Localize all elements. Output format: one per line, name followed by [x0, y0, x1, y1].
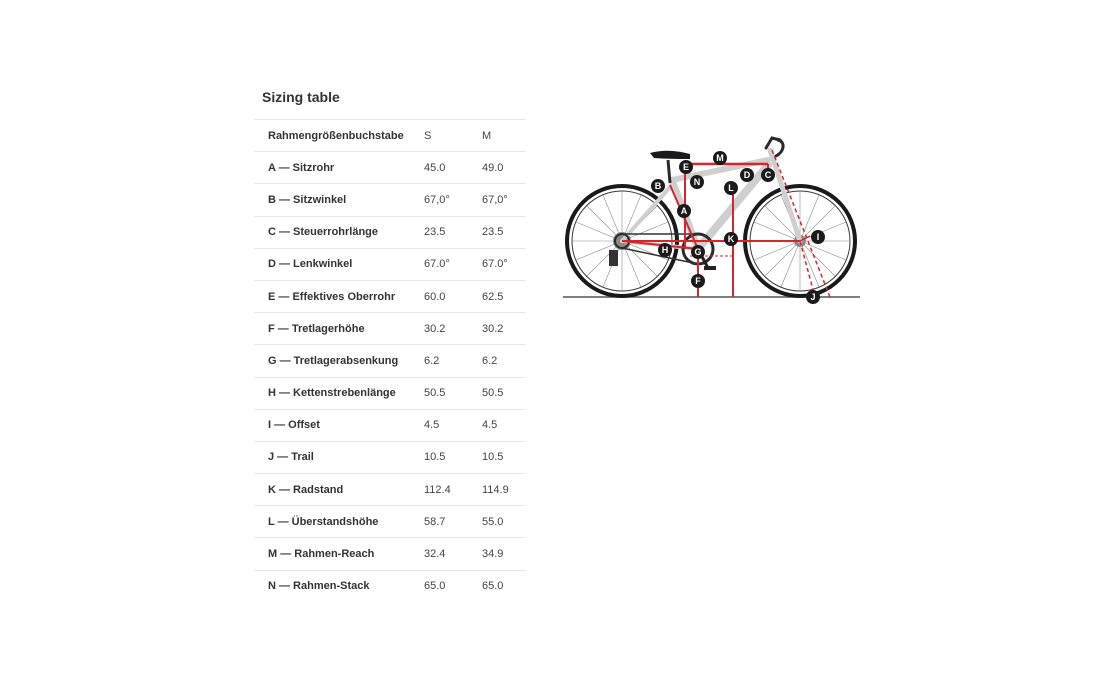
label-badge-c	[761, 168, 775, 182]
row-label: L — Überstandshöhe	[254, 506, 410, 538]
value-s: 4.5	[410, 409, 468, 441]
value-s: 65.0	[424, 580, 446, 593]
value-m: 114.9	[468, 474, 526, 506]
value-s: 112.4	[410, 474, 468, 506]
column-header-size-s: S	[410, 120, 468, 152]
value-s: 67.0°	[410, 248, 468, 280]
svg-text:C: C	[764, 170, 772, 180]
table-row	[254, 280, 526, 312]
row-label: J — Trail	[254, 441, 410, 473]
table-header-row	[254, 120, 526, 152]
svg-text:G: G	[694, 247, 702, 257]
value-m: 50.5	[468, 377, 526, 409]
svg-text:L: L	[728, 183, 734, 193]
svg-text:A: A	[680, 206, 688, 216]
svg-text:H: H	[661, 245, 669, 255]
table-row	[254, 409, 526, 441]
column-header-frame-size: Rahmengrößenbuchstabe	[254, 120, 410, 152]
value-m: 23.5	[468, 216, 526, 248]
sizing-table	[254, 119, 526, 602]
label-badge-f	[691, 274, 705, 288]
table-row	[254, 441, 526, 473]
svg-text:K: K	[727, 234, 735, 244]
table-row	[254, 152, 526, 184]
value-m: 49.0	[468, 152, 526, 184]
svg-text:I: I	[816, 232, 820, 242]
label-badge-a	[677, 204, 691, 218]
label-badge-j	[806, 290, 820, 304]
value-s: 45.0	[410, 152, 468, 184]
value-s: 60.0	[410, 280, 468, 312]
table-row	[254, 184, 526, 216]
table-row	[254, 538, 526, 570]
row-label: A — Sitzrohr	[254, 152, 410, 184]
row-label: C — Steuerrohrlänge	[254, 216, 410, 248]
table-row	[254, 474, 526, 506]
label-badge-l	[724, 181, 738, 195]
svg-text:N: N	[693, 177, 701, 187]
value-s: 58.7	[410, 506, 468, 538]
value-m: 6.2	[468, 345, 526, 377]
label-badge-e	[679, 160, 693, 174]
row-label: D — Lenkwinkel	[254, 248, 410, 280]
table-row	[254, 345, 526, 377]
label-badge-i	[811, 230, 825, 244]
row-label: N — Rahmen-Stack	[268, 580, 370, 593]
row-label: I — Offset	[254, 409, 410, 441]
label-badge-d	[740, 168, 754, 182]
row-label: F — Tretlagerhöhe	[254, 313, 410, 345]
label-badge-b	[651, 179, 665, 193]
table-row	[254, 313, 526, 345]
measurement-lines	[622, 150, 830, 297]
svg-text:E: E	[682, 162, 690, 172]
label-badge-n	[690, 175, 704, 189]
value-m: 30.2	[468, 313, 526, 345]
row-label: B — Sitzwinkel	[254, 184, 410, 216]
value-m: 67,0°	[468, 184, 526, 216]
value-s: 10.5	[410, 441, 468, 473]
row-label: G — Tretlagerabsenkung	[254, 345, 410, 377]
svg-text:F: F	[695, 276, 701, 286]
label-badge-m	[713, 151, 727, 165]
value-m: 4.5	[468, 409, 526, 441]
value-m: 62.5	[468, 280, 526, 312]
value-m: 55.0	[468, 506, 526, 538]
value-m: 65.0	[482, 580, 504, 593]
value-s: 32.4	[410, 538, 468, 570]
label-badge-k	[724, 232, 738, 246]
label-badge-g	[691, 245, 705, 259]
row-label: H — Kettenstrebenlänge	[254, 377, 410, 409]
value-s: 67,0°	[410, 184, 468, 216]
value-s: 6.2	[410, 345, 468, 377]
svg-text:M: M	[716, 153, 724, 163]
svg-text:D: D	[743, 170, 751, 180]
value-s: 50.5	[410, 377, 468, 409]
column-header-size-m: M	[468, 120, 526, 152]
value-m: 67.0°	[468, 248, 526, 280]
bike-geometry-diagram	[560, 130, 865, 310]
label-badge-h	[658, 243, 672, 257]
table-row	[254, 377, 526, 409]
svg-text:B: B	[654, 181, 662, 191]
table-row	[254, 506, 526, 538]
table-row	[254, 248, 526, 280]
page-title: Sizing table	[262, 89, 340, 105]
value-m: 10.5	[468, 441, 526, 473]
row-label: K — Radstand	[254, 474, 410, 506]
table-row	[254, 570, 526, 602]
row-label: E — Effektives Oberrohr	[254, 280, 410, 312]
svg-text:J: J	[810, 292, 816, 302]
table-row	[254, 216, 526, 248]
value-s: 30.2	[410, 313, 468, 345]
value-s: 23.5	[410, 216, 468, 248]
row-label: M — Rahmen-Reach	[254, 538, 410, 570]
value-m: 34.9	[468, 538, 526, 570]
